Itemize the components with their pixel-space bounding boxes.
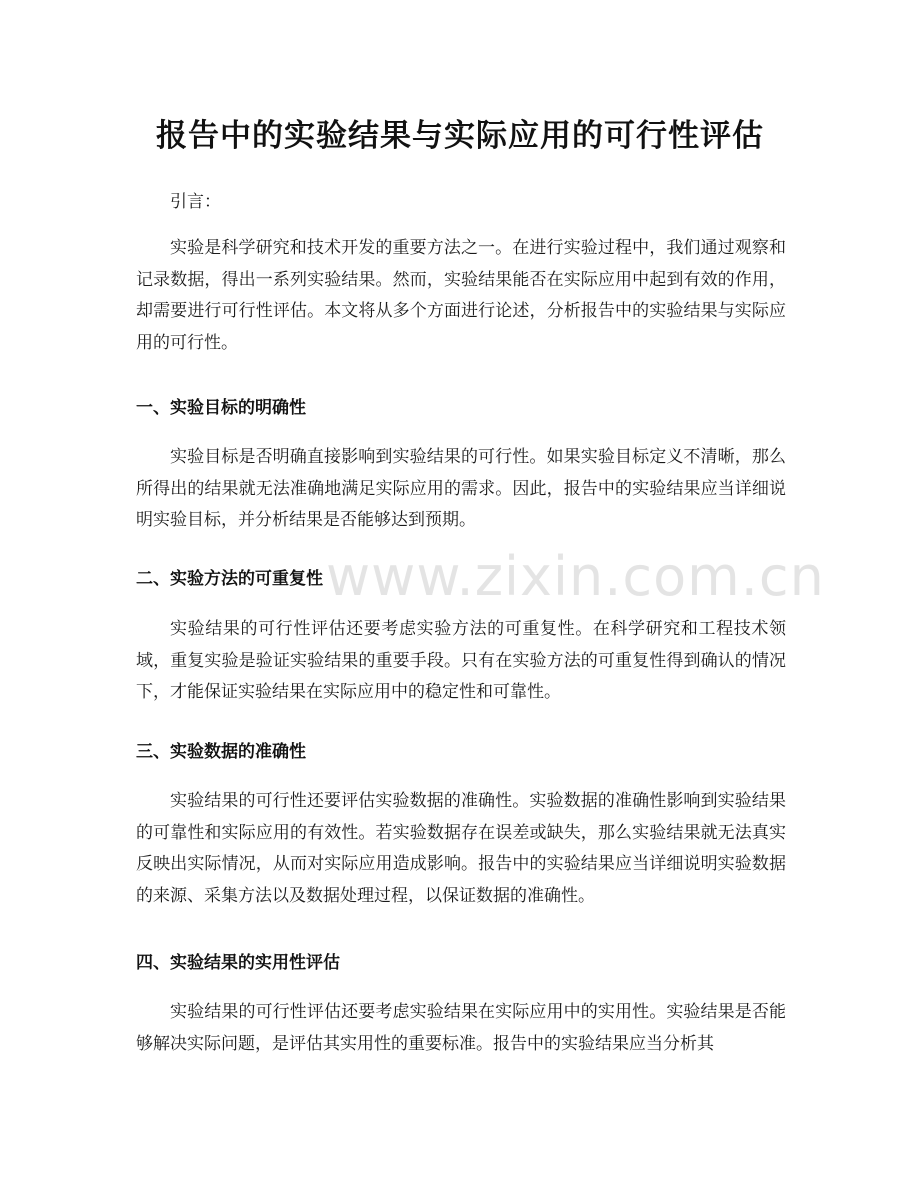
section-4-body <box>136 997 786 1060</box>
section-2 <box>136 567 786 591</box>
section-heading: 二、实验方法的可重复性 <box>136 569 323 589</box>
intro-block <box>136 187 786 219</box>
section-heading: 四、实验结果的实用性评估 <box>136 953 340 973</box>
section-4 <box>136 951 786 975</box>
section-paragraph: 实验结果的可行性评估还要考虑实验结果在实际应用中的实用性。实验结果是否能够解决实际问题，是评估其实用性的重要标准。报告中的实验结果应当分析其 <box>136 1002 786 1054</box>
section-paragraph: 实验结果的可行性评估还要考虑实验方法的可重复性。在科学研究和工程技术领域，重复实验是验证实验结果的重要手段。只有在实验方法的可重复性得到确认的情况下，才能保证实验结果在实际应用中的稳定性和可靠性。 <box>136 619 786 702</box>
section-3-body <box>136 786 786 912</box>
section-heading: 三、实验数据的准确性 <box>136 742 306 762</box>
section-3 <box>136 740 786 764</box>
section-paragraph: 实验结果的可行性还要评估实验数据的准确性。实验数据的准确性影响到实验结果的可靠性和实际应用的有效性。若实验数据存在误差或缺失，那么实验结果就无法真实反映出实际情况，从而对实际应用造成影响。报告中的实验结果应当详细说明实验数据的来源、采集方法以及数据处理过程，以保证数据的准确性。 <box>136 791 786 906</box>
intro-block-body <box>136 233 786 359</box>
intro-label: 引言： <box>170 192 221 212</box>
watermark: www.zixin.com.cn <box>326 545 825 608</box>
document-title: 报告中的实验结果与实际应用的可行性评估 <box>156 118 764 154</box>
intro-paragraph: 实验是科学研究和技术开发的重要方法之一。在进行实验过程中，我们通过观察和记录数据，得出一系列实验结果。然而，实验结果能否在实际应用中起到有效的作用，却需要进行可行性评估。本文将从多个方面进行论述，分析报告中的实验结果与实际应用的可行性。 <box>136 238 786 353</box>
section-1 <box>136 396 786 420</box>
section-paragraph: 实验目标是否明确直接影响到实验结果的可行性。如果实验目标定义不清晰，那么所得出的结果就无法准确地满足实际应用的需求。因此，报告中的实验结果应当详细说明实验目标，并分析结果是否能够达到预期。 <box>136 447 786 530</box>
section-1-body <box>136 442 786 537</box>
section-heading: 一、实验目标的明确性 <box>136 398 306 418</box>
section-2-body <box>136 614 786 709</box>
